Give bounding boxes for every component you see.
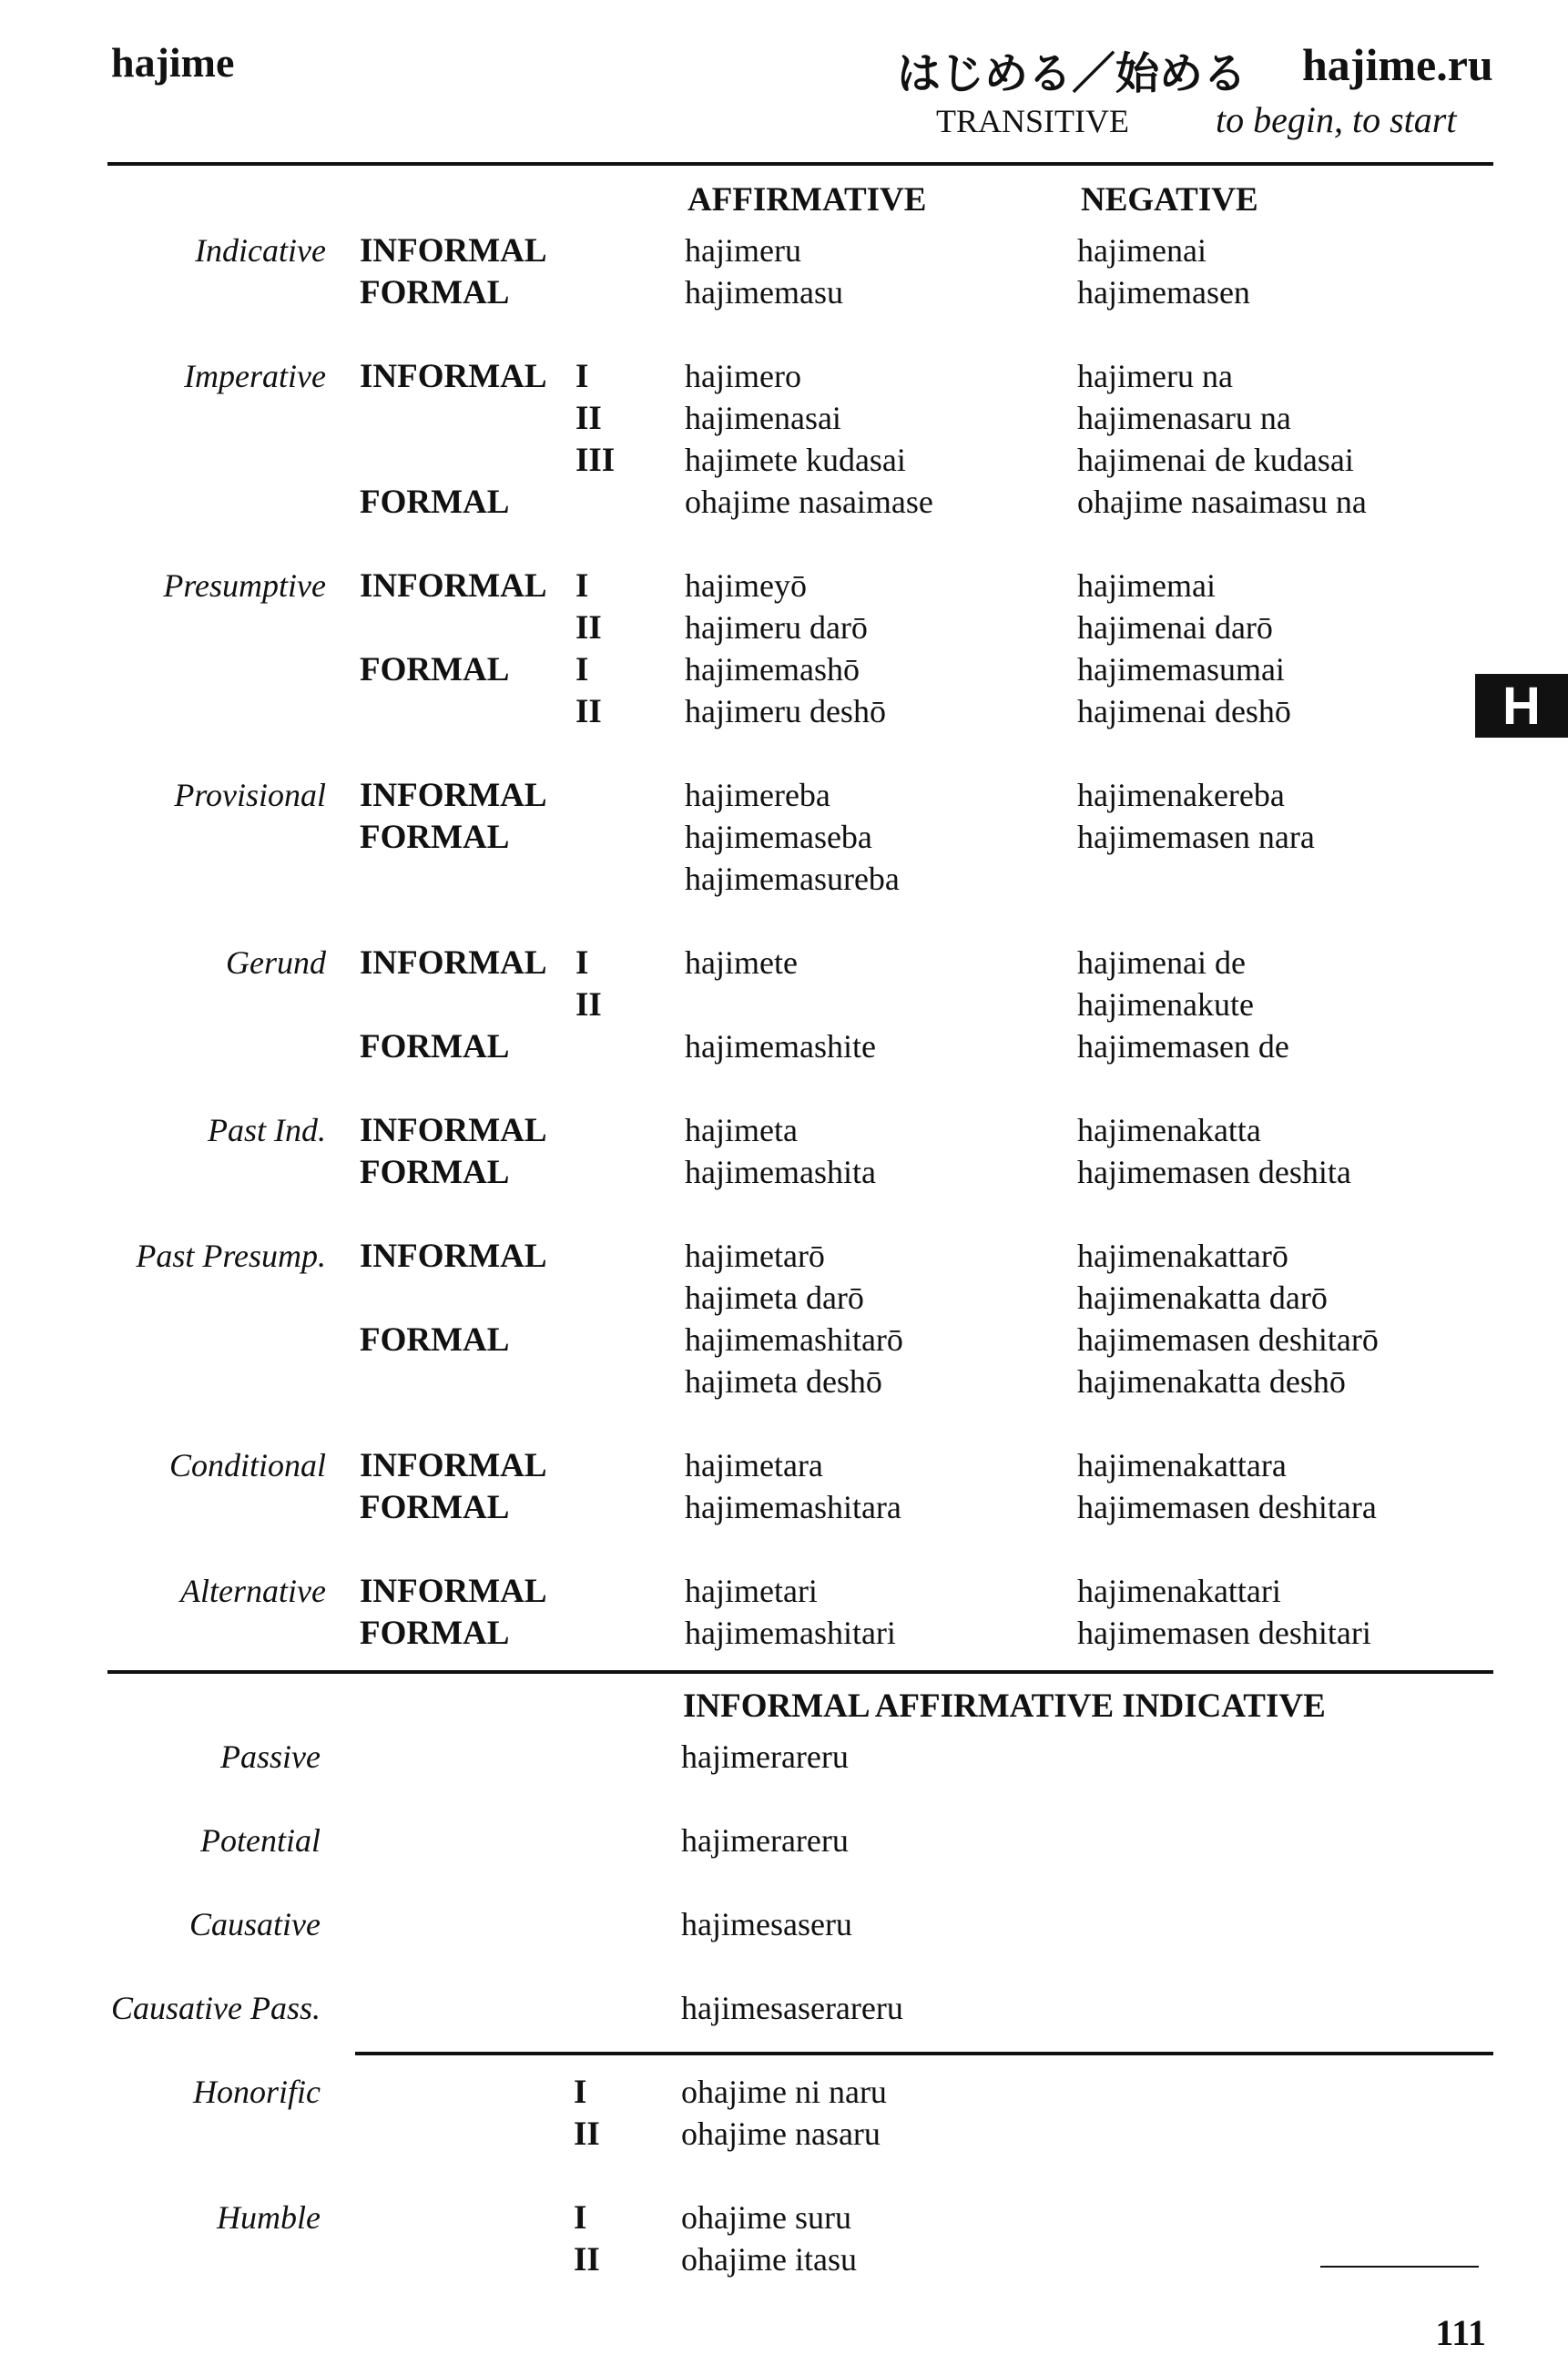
negative-form: hajimenakatta deshō [1077, 1363, 1346, 1400]
formality-label: INFORMAL [360, 1238, 547, 1275]
derived-form: ohajime nasaru [681, 2115, 881, 2152]
negative-form: hajimemai [1077, 567, 1216, 604]
bottom-rule [1320, 2266, 1479, 2268]
derived-form: hajimerareru [681, 1822, 849, 1859]
transitivity-label: TRANSITIVE [936, 103, 1129, 139]
formality-label: FORMAL [360, 1321, 510, 1359]
mood-label: Imperative [184, 358, 326, 394]
affirmative-form: hajimeta darō [685, 1279, 864, 1316]
page-headword: hajime [111, 39, 235, 86]
variant-number: I [574, 2199, 587, 2237]
variant-number: I [575, 944, 589, 982]
derived-form-label: Potential [200, 1822, 321, 1859]
negative-form: hajimenakatta darō [1077, 1279, 1328, 1316]
negative-form: hajimenai darō [1077, 609, 1273, 646]
formality-label: INFORMAL [360, 944, 547, 982]
negative-column-heading: NEGATIVE [1081, 181, 1258, 219]
affirmative-form: hajimeta deshō [685, 1363, 882, 1400]
derived-form-label: Humble [217, 2199, 321, 2236]
variant-number: I [575, 358, 589, 395]
negative-form: hajimemasen deshitarō [1077, 1321, 1379, 1358]
formality-label: FORMAL [360, 484, 510, 521]
negative-form: hajimenai deshō [1077, 693, 1291, 729]
affirmative-form: hajimeru darō [685, 609, 868, 646]
negative-form: ohajime nasaimasu na [1077, 484, 1367, 520]
page-number: 111 [1435, 2312, 1486, 2353]
header-rule [107, 162, 1493, 166]
negative-form: hajimenakattarō [1077, 1238, 1288, 1274]
romaji-verb: hajime.ru [1302, 39, 1493, 90]
variant-number: II [574, 2115, 600, 2153]
affirmative-form: hajimete kudasai [685, 442, 906, 478]
formality-label: FORMAL [360, 819, 510, 856]
negative-form: hajimemasen de [1077, 1028, 1289, 1065]
affirmative-form: hajimemaseba [685, 819, 872, 855]
mood-label: Gerund [226, 944, 326, 981]
affirmative-form: hajimetarō [685, 1238, 825, 1274]
formality-label: INFORMAL [360, 1112, 547, 1149]
negative-form: hajimemasumai [1077, 651, 1285, 688]
negative-form: hajimemasen deshita [1077, 1154, 1351, 1190]
variant-number: III [575, 442, 616, 479]
mood-label: Conditional [168, 1447, 326, 1483]
formality-label: FORMAL [360, 1028, 510, 1065]
affirmative-form: hajimemasureba [685, 861, 900, 897]
formality-label: FORMAL [360, 274, 510, 311]
derived-form: ohajime ni naru [681, 2074, 887, 2110]
affirmative-form: hajimemashite [685, 1028, 876, 1065]
variant-number: II [575, 609, 602, 647]
negative-form: hajimenakute [1077, 986, 1254, 1023]
lower-section-heading: INFORMAL AFFIRMATIVE INDICATIVE [683, 1687, 1326, 1725]
formality-label: FORMAL [360, 1615, 510, 1652]
affirmative-form: hajimeta [685, 1112, 798, 1148]
mood-label: Past Presump. [136, 1238, 326, 1274]
section-divider [107, 1670, 1493, 1674]
negative-form: hajimemasen [1077, 274, 1250, 311]
affirmative-form: hajimete [685, 944, 798, 981]
derived-form-label: Causative [189, 1906, 321, 1942]
negative-form: hajimeru na [1077, 358, 1233, 394]
affirmative-form: hajimetari [685, 1573, 818, 1609]
derived-form-label: Causative Pass. [111, 1990, 321, 2026]
affirmative-form: hajimemashitara [685, 1489, 901, 1525]
formality-label: INFORMAL [360, 567, 547, 605]
variant-number: II [575, 986, 602, 1024]
derived-form: hajimesaserareru [681, 1990, 903, 2026]
negative-form: hajimenakereba [1077, 777, 1285, 813]
honorific-divider [355, 2052, 1493, 2055]
formality-label: INFORMAL [360, 1447, 547, 1484]
negative-form: hajimenakattara [1077, 1447, 1287, 1483]
negative-form: hajimenakattari [1077, 1573, 1281, 1609]
negative-form: hajimemasen deshitari [1077, 1615, 1371, 1651]
negative-form: hajimemasen nara [1077, 819, 1315, 855]
affirmative-form: hajimero [685, 358, 801, 394]
section-tab-H: H [1475, 674, 1568, 738]
formality-label: FORMAL [360, 1154, 510, 1191]
negative-form: hajimenasaru na [1077, 400, 1291, 436]
affirmative-form: hajimeyō [685, 567, 807, 604]
mood-label: Past Ind. [208, 1112, 326, 1148]
affirmative-form: hajimemashō [685, 651, 860, 688]
derived-form: ohajime itasu [681, 2241, 857, 2278]
affirmative-form: hajimenasai [685, 400, 841, 436]
affirmative-form: hajimeru [685, 232, 801, 269]
affirmative-column-heading: AFFIRMATIVE [687, 181, 927, 219]
variant-number: I [575, 651, 589, 688]
affirmative-form: hajimemashitari [685, 1615, 896, 1651]
affirmative-form: hajimemashitarō [685, 1321, 903, 1358]
formality-label: FORMAL [360, 651, 510, 688]
negative-form: hajimenai de kudasai [1077, 442, 1354, 478]
affirmative-form: hajimemashita [685, 1154, 876, 1190]
negative-form: hajimenakatta [1077, 1112, 1261, 1148]
formality-label: INFORMAL [360, 232, 547, 270]
variant-number: I [575, 567, 589, 605]
mood-label: Presumptive [163, 567, 326, 604]
formality-label: INFORMAL [360, 1573, 547, 1610]
variant-number: I [574, 2074, 587, 2111]
derived-form: ohajime suru [681, 2199, 851, 2236]
variant-number: II [574, 2241, 600, 2278]
variant-number: II [575, 693, 602, 730]
derived-form-label: Passive [220, 1738, 321, 1775]
mood-label: Indicative [195, 232, 326, 269]
verb-meaning: to begin, to start [1216, 99, 1457, 140]
affirmative-form: hajimemasu [685, 274, 843, 311]
affirmative-form: hajimetara [685, 1447, 823, 1483]
formality-label: FORMAL [360, 1489, 510, 1526]
mood-label: Alternative [180, 1573, 326, 1609]
variant-number: II [575, 400, 602, 437]
affirmative-form: hajimereba [685, 777, 830, 813]
derived-form: hajimesaseru [681, 1906, 852, 1942]
mood-label: Provisional [174, 777, 326, 813]
negative-form: hajimemasen deshitara [1077, 1489, 1377, 1525]
negative-form: hajimenai [1077, 232, 1207, 269]
affirmative-form: ohajime nasaimase [685, 484, 933, 520]
negative-form: hajimenai de [1077, 944, 1246, 981]
derived-form-label: Honorific [193, 2074, 321, 2110]
derived-form: hajimerareru [681, 1738, 849, 1775]
formality-label: INFORMAL [360, 777, 547, 814]
affirmative-form: hajimeru deshō [685, 693, 886, 729]
formality-label: INFORMAL [360, 358, 547, 395]
japanese-verb: はじめる／始める [897, 48, 1247, 99]
